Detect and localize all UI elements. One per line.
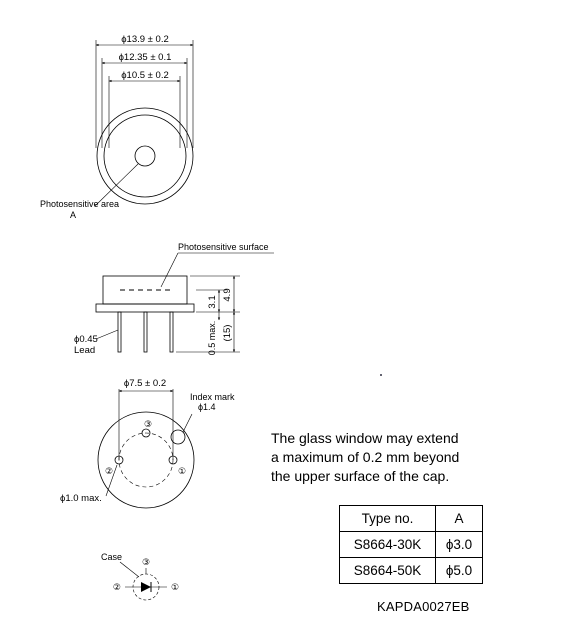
schematic xyxy=(101,552,179,600)
note-line-2: a maximum of 0.2 mm beyond xyxy=(271,449,460,465)
pin-diameter-max: ϕ1.0 max. xyxy=(60,493,102,504)
note-line-3: the upper surface of the cap. xyxy=(271,468,450,484)
table-row xyxy=(340,532,483,558)
schematic-pin-3: ③ xyxy=(141,557,151,567)
cap-inner-circle xyxy=(104,115,186,197)
side-view xyxy=(74,242,274,356)
dim-4-9: 4.9 xyxy=(222,288,233,302)
note-line-1: The glass window may extend xyxy=(271,430,459,446)
lead-center xyxy=(144,312,147,352)
bottom-view xyxy=(60,378,235,508)
lead-left xyxy=(118,312,121,352)
type-cell: S8664-50K xyxy=(340,558,436,584)
pin-circle-dim: ϕ7.5 ± 0.2 xyxy=(123,378,167,389)
cap-flange xyxy=(96,304,194,312)
photodiode-icon xyxy=(141,582,151,592)
top-view xyxy=(40,34,193,220)
index-mark-label: Index mark xyxy=(190,392,235,402)
dim-inner-diameter: ϕ10.5 ± 0.2 xyxy=(121,70,169,81)
pin-3-number: ③ xyxy=(143,419,153,429)
photosensitive-area-label: Photosensitive area xyxy=(40,199,120,209)
case-label: Case xyxy=(101,552,123,562)
type-table xyxy=(339,505,483,584)
pin-2-number: ② xyxy=(104,466,114,476)
pin-circle xyxy=(119,433,173,487)
table-row xyxy=(340,558,483,584)
header-type-no: Type no. xyxy=(340,506,436,532)
stray-dot xyxy=(380,374,382,376)
cap-body xyxy=(103,276,187,304)
dim-mid-diameter: ϕ12.35 ± 0.1 xyxy=(118,52,172,63)
type-cell: S8664-30K xyxy=(340,532,436,558)
schematic-pin-2: ② xyxy=(112,582,121,592)
dim-outer-diameter: ϕ13.9 ± 0.2 xyxy=(121,34,169,45)
photosensitive-area-ref: A xyxy=(69,210,77,220)
dim-0-5-max: 0.5 max. xyxy=(207,320,217,356)
table-header-row xyxy=(340,506,483,532)
glass-window-note xyxy=(271,429,511,486)
header-a: A xyxy=(436,506,483,532)
photosensitive-surface-label: Photosensitive surface xyxy=(178,242,269,252)
dim-3-1: 3.1 xyxy=(207,295,218,309)
pin-1-number: ① xyxy=(177,466,187,476)
photosensitive-area-circle xyxy=(135,146,155,166)
a-cell: ϕ5.0 xyxy=(436,558,483,584)
schematic-pin-1: ① xyxy=(171,582,180,592)
a-cell: ϕ3.0 xyxy=(436,532,483,558)
dim-15: (15) xyxy=(222,324,233,342)
lead-label: Lead xyxy=(74,345,96,356)
lead-diameter: ϕ0.45 xyxy=(74,334,98,345)
index-mark-dim: ϕ1.4 xyxy=(198,402,216,412)
lead-right xyxy=(170,312,173,352)
drawing-code: KAPDA0027EB xyxy=(377,599,470,614)
